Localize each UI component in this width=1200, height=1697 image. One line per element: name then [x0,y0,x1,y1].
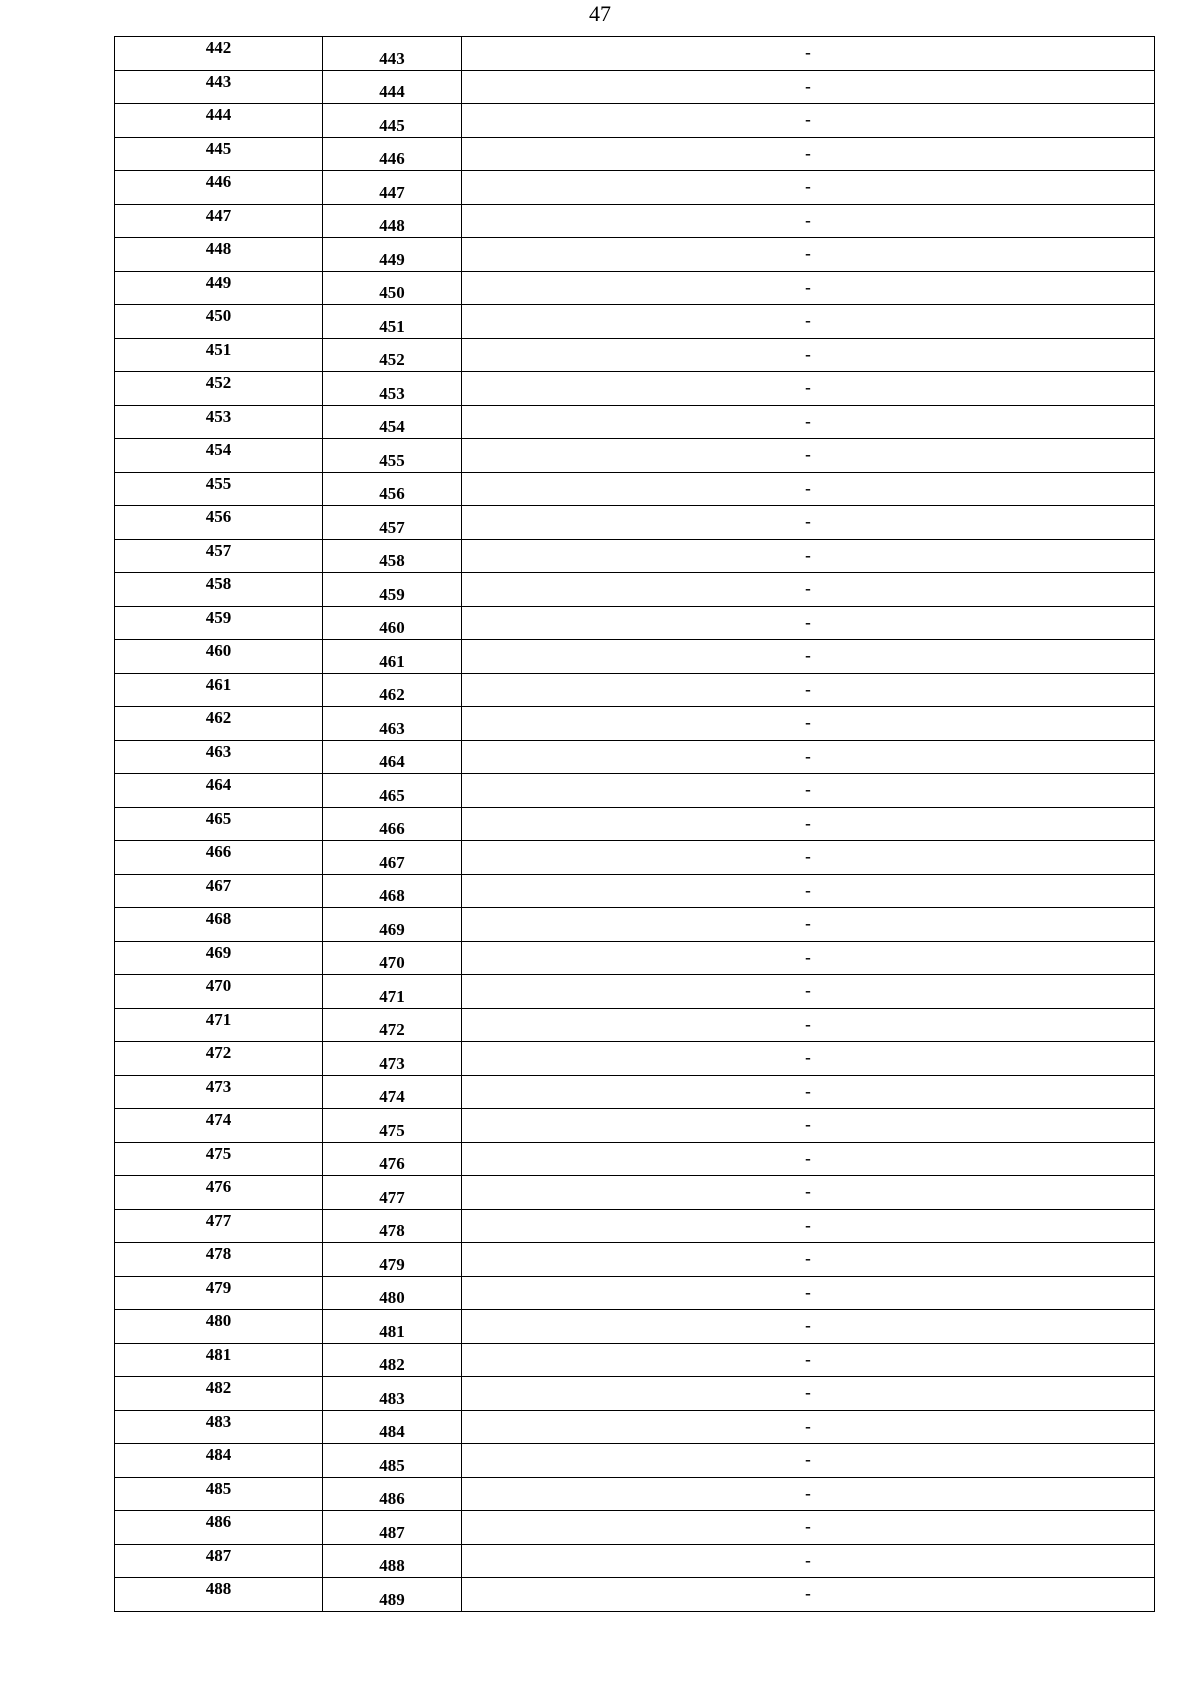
row-number-cell: 469 [115,941,323,975]
row-number-cell: 476 [115,1176,323,1210]
table-row [115,841,1155,875]
row-number-cell: 483 [115,1410,323,1444]
value-cell: - [462,472,1155,506]
table-row [115,941,1155,975]
value-cell: - [462,1410,1155,1444]
next-number-cell: 488 [323,1544,462,1578]
row-number-cell: 461 [115,673,323,707]
row-number-cell: 484 [115,1444,323,1478]
value-cell: - [462,1544,1155,1578]
value-cell: - [462,1142,1155,1176]
value-cell: - [462,104,1155,138]
next-number-cell: 480 [323,1276,462,1310]
value-cell: - [462,673,1155,707]
row-number-cell: 478 [115,1243,323,1277]
next-number-cell: 453 [323,372,462,406]
table-row [115,807,1155,841]
table-row [115,506,1155,540]
next-number-cell: 464 [323,740,462,774]
table-row [115,104,1155,138]
next-number-cell: 472 [323,1008,462,1042]
row-number-cell: 454 [115,439,323,473]
row-number-cell: 458 [115,573,323,607]
row-number-cell: 446 [115,171,323,205]
row-number-cell: 463 [115,740,323,774]
next-number-cell: 473 [323,1042,462,1076]
row-number-cell: 479 [115,1276,323,1310]
data-table [114,36,1155,1612]
table-row [115,1377,1155,1411]
table-row [115,1008,1155,1042]
next-number-cell: 465 [323,774,462,808]
table-row [115,405,1155,439]
next-number-cell: 448 [323,204,462,238]
table-row [115,1544,1155,1578]
next-number-cell: 462 [323,673,462,707]
next-number-cell: 459 [323,573,462,607]
value-cell: - [462,137,1155,171]
next-number-cell: 470 [323,941,462,975]
table-row [115,673,1155,707]
table-row [115,1042,1155,1076]
table-row [115,1410,1155,1444]
next-number-cell: 446 [323,137,462,171]
value-cell: - [462,405,1155,439]
table-row [115,539,1155,573]
value-cell: - [462,975,1155,1009]
row-number-cell: 488 [115,1578,323,1612]
next-number-cell: 471 [323,975,462,1009]
row-number-cell: 473 [115,1075,323,1109]
value-cell: - [462,338,1155,372]
next-number-cell: 483 [323,1377,462,1411]
next-number-cell: 486 [323,1477,462,1511]
next-number-cell: 478 [323,1209,462,1243]
row-number-cell: 455 [115,472,323,506]
table-row [115,37,1155,71]
row-number-cell: 452 [115,372,323,406]
row-number-cell: 485 [115,1477,323,1511]
value-cell: - [462,271,1155,305]
table-row [115,70,1155,104]
row-number-cell: 472 [115,1042,323,1076]
table-row [115,1578,1155,1612]
table-row [115,1142,1155,1176]
row-number-cell: 465 [115,807,323,841]
next-number-cell: 454 [323,405,462,439]
value-cell: - [462,506,1155,540]
table-body [115,37,1155,1612]
row-number-cell: 468 [115,908,323,942]
row-number-cell: 474 [115,1109,323,1143]
next-number-cell: 449 [323,238,462,272]
table-row [115,1176,1155,1210]
table-row [115,305,1155,339]
table-row [115,975,1155,1009]
table-row [115,740,1155,774]
table-row [115,1444,1155,1478]
table-row [115,372,1155,406]
row-number-cell: 471 [115,1008,323,1042]
value-cell: - [462,1343,1155,1377]
table-row [115,640,1155,674]
row-number-cell: 457 [115,539,323,573]
row-number-cell: 443 [115,70,323,104]
next-number-cell: 455 [323,439,462,473]
table-row [115,1511,1155,1545]
table-row [115,573,1155,607]
next-number-cell: 461 [323,640,462,674]
next-number-cell: 477 [323,1176,462,1210]
next-number-cell: 445 [323,104,462,138]
value-cell: - [462,774,1155,808]
next-number-cell: 476 [323,1142,462,1176]
value-cell: - [462,941,1155,975]
table-row [115,1243,1155,1277]
table-row [115,874,1155,908]
row-number-cell: 460 [115,640,323,674]
value-cell: - [462,372,1155,406]
value-cell: - [462,1243,1155,1277]
next-number-cell: 484 [323,1410,462,1444]
row-number-cell: 449 [115,271,323,305]
table-row [115,137,1155,171]
next-number-cell: 451 [323,305,462,339]
row-number-cell: 451 [115,338,323,372]
value-cell: - [462,1109,1155,1143]
row-number-cell: 445 [115,137,323,171]
table-row [115,472,1155,506]
row-number-cell: 470 [115,975,323,1009]
value-cell: - [462,807,1155,841]
value-cell: - [462,874,1155,908]
value-cell: - [462,707,1155,741]
row-number-cell: 450 [115,305,323,339]
row-number-cell: 448 [115,238,323,272]
next-number-cell: 447 [323,171,462,205]
table-row [115,1343,1155,1377]
value-cell: - [462,171,1155,205]
value-cell: - [462,1209,1155,1243]
next-number-cell: 487 [323,1511,462,1545]
value-cell: - [462,573,1155,607]
row-number-cell: 456 [115,506,323,540]
next-number-cell: 450 [323,271,462,305]
next-number-cell: 489 [323,1578,462,1612]
value-cell: - [462,1042,1155,1076]
row-number-cell: 482 [115,1377,323,1411]
value-cell: - [462,1276,1155,1310]
table-row [115,439,1155,473]
next-number-cell: 452 [323,338,462,372]
table-row [115,1477,1155,1511]
value-cell: - [462,908,1155,942]
value-cell: - [462,70,1155,104]
value-cell: - [462,1176,1155,1210]
value-cell: - [462,1310,1155,1344]
value-cell: - [462,640,1155,674]
value-cell: - [462,1511,1155,1545]
page-number: 47 [589,1,611,26]
next-number-cell: 468 [323,874,462,908]
value-cell: - [462,1578,1155,1612]
value-cell: - [462,305,1155,339]
value-cell: - [462,204,1155,238]
value-cell: - [462,1477,1155,1511]
row-number-cell: 462 [115,707,323,741]
next-number-cell: 481 [323,1310,462,1344]
value-cell: - [462,740,1155,774]
value-cell: - [462,606,1155,640]
row-number-cell: 477 [115,1209,323,1243]
row-number-cell: 481 [115,1343,323,1377]
value-cell: - [462,1075,1155,1109]
value-cell: - [462,1444,1155,1478]
row-number-cell: 464 [115,774,323,808]
value-cell: - [462,37,1155,71]
table-row [115,908,1155,942]
value-cell: - [462,1377,1155,1411]
next-number-cell: 475 [323,1109,462,1143]
next-number-cell: 443 [323,37,462,71]
next-number-cell: 479 [323,1243,462,1277]
value-cell: - [462,841,1155,875]
row-number-cell: 486 [115,1511,323,1545]
row-number-cell: 459 [115,606,323,640]
next-number-cell: 463 [323,707,462,741]
table-row [115,1276,1155,1310]
table-row [115,171,1155,205]
table-row [115,1075,1155,1109]
table-row [115,606,1155,640]
table-row [115,204,1155,238]
next-number-cell: 460 [323,606,462,640]
row-number-cell: 480 [115,1310,323,1344]
row-number-cell: 475 [115,1142,323,1176]
value-cell: - [462,439,1155,473]
table-row [115,707,1155,741]
value-cell: - [462,1008,1155,1042]
row-number-cell: 453 [115,405,323,439]
next-number-cell: 469 [323,908,462,942]
table-row [115,238,1155,272]
row-number-cell: 447 [115,204,323,238]
next-number-cell: 458 [323,539,462,573]
table-row [115,1310,1155,1344]
row-number-cell: 487 [115,1544,323,1578]
value-cell: - [462,539,1155,573]
table-row [115,338,1155,372]
table-row [115,774,1155,808]
table-row [115,1109,1155,1143]
row-number-cell: 442 [115,37,323,71]
row-number-cell: 466 [115,841,323,875]
row-number-cell: 444 [115,104,323,138]
next-number-cell: 444 [323,70,462,104]
next-number-cell: 457 [323,506,462,540]
next-number-cell: 474 [323,1075,462,1109]
next-number-cell: 456 [323,472,462,506]
next-number-cell: 466 [323,807,462,841]
table-row [115,1209,1155,1243]
row-number-cell: 467 [115,874,323,908]
next-number-cell: 467 [323,841,462,875]
value-cell: - [462,238,1155,272]
next-number-cell: 485 [323,1444,462,1478]
next-number-cell: 482 [323,1343,462,1377]
table-row [115,271,1155,305]
